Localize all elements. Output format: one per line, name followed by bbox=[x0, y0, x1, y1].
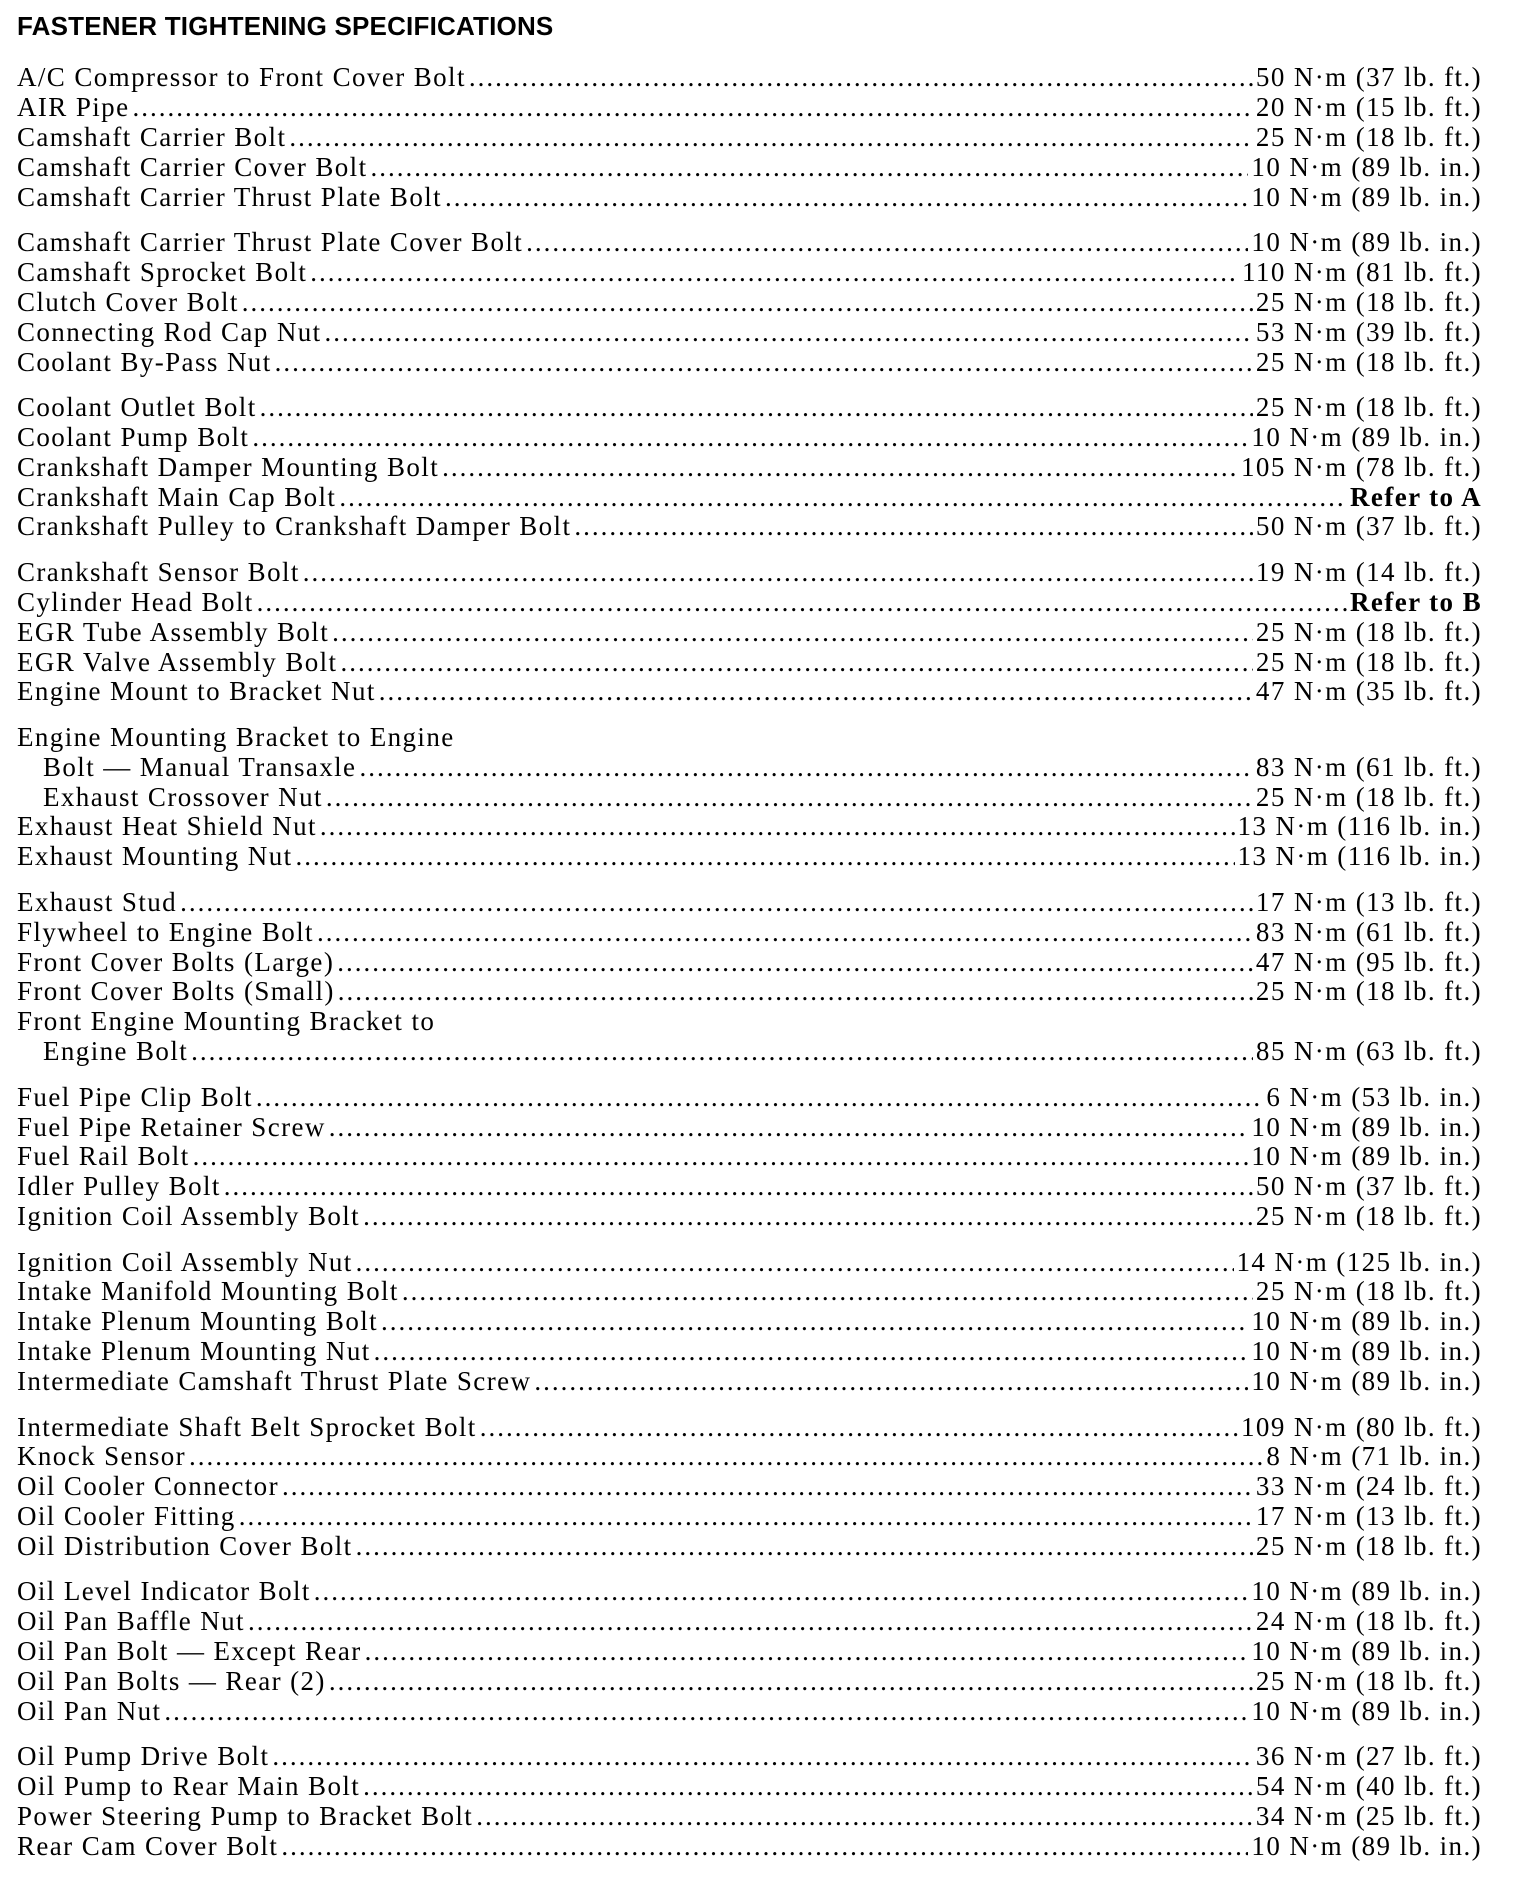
dot-leader bbox=[248, 1607, 1253, 1637]
torque-value: 50 N·m (37 lb. ft.) bbox=[1255, 1171, 1482, 1202]
torque-value: 83 N·m (61 lb. ft.) bbox=[1255, 916, 1482, 947]
torque-value: 10 N·m (89 lb. in.) bbox=[1251, 151, 1482, 182]
spec-row bbox=[17, 842, 1482, 872]
fastener-spec-list bbox=[17, 63, 1482, 1862]
fastener-name: Camshaft Carrier Bolt bbox=[17, 121, 287, 152]
fastener-name: EGR Tube Assembly Bolt bbox=[17, 616, 330, 647]
fastener-name: Exhaust Stud bbox=[17, 886, 178, 917]
dot-leader bbox=[296, 842, 1235, 872]
torque-value: 50 N·m (37 lb. ft.) bbox=[1255, 62, 1482, 92]
fastener-name: Exhaust Heat Shield Nut bbox=[17, 811, 317, 842]
dot-leader bbox=[365, 1637, 1249, 1667]
fastener-name: Intermediate Camshaft Thrust Plate Screw bbox=[17, 1366, 532, 1397]
spec-row bbox=[17, 63, 1482, 93]
spec-row bbox=[17, 618, 1482, 648]
spec-group bbox=[17, 1248, 1482, 1397]
torque-value: 25 N·m (18 lb. ft.) bbox=[1255, 121, 1482, 152]
spec-row bbox=[17, 1802, 1482, 1832]
dot-leader bbox=[379, 677, 1253, 707]
torque-value: 20 N·m (15 lb. ft.) bbox=[1255, 91, 1482, 122]
dot-leader bbox=[370, 153, 1248, 183]
fastener-name: Exhaust Crossover Nut bbox=[43, 781, 323, 812]
spec-row bbox=[17, 1413, 1482, 1443]
torque-value: 25 N·m (18 lb. ft.) bbox=[1255, 616, 1482, 647]
spec-row bbox=[17, 453, 1482, 483]
dot-leader bbox=[359, 753, 1252, 783]
spec-group bbox=[17, 558, 1482, 707]
dot-leader bbox=[326, 783, 1253, 813]
dot-leader bbox=[320, 812, 1235, 842]
spec-row bbox=[17, 1248, 1482, 1278]
spec-row bbox=[17, 1037, 1482, 1067]
torque-value: 17 N·m (13 lb. ft.) bbox=[1255, 1501, 1482, 1532]
fastener-name: Coolant By-Pass Nut bbox=[17, 346, 272, 377]
spec-row bbox=[17, 1142, 1482, 1172]
spec-row bbox=[17, 512, 1482, 542]
fastener-name: Camshaft Sprocket Bolt bbox=[17, 256, 308, 287]
spec-row bbox=[17, 677, 1482, 707]
spec-row bbox=[17, 723, 1482, 753]
spec-row bbox=[17, 1667, 1482, 1697]
torque-value: 10 N·m (89 lb. in.) bbox=[1251, 1366, 1482, 1397]
fastener-name: Clutch Cover Bolt bbox=[17, 286, 239, 317]
torque-value: 85 N·m (63 lb. ft.) bbox=[1255, 1036, 1482, 1067]
dot-leader bbox=[191, 1037, 1253, 1067]
spec-group bbox=[17, 1742, 1482, 1862]
fastener-name: Knock Sensor bbox=[17, 1441, 187, 1472]
dot-leader bbox=[356, 1248, 1234, 1278]
fastener-name: Rear Cam Cover Bolt bbox=[17, 1831, 279, 1862]
torque-value: 25 N·m (18 lb. ft.) bbox=[1255, 1201, 1482, 1232]
fastener-name: Camshaft Carrier Thrust Plate Bolt bbox=[17, 181, 443, 212]
spec-row bbox=[17, 1607, 1482, 1637]
spec-row bbox=[17, 393, 1482, 423]
torque-value: 25 N·m (18 lb. ft.) bbox=[1255, 1276, 1482, 1307]
dot-leader bbox=[340, 648, 1252, 678]
dot-leader bbox=[574, 512, 1253, 542]
dot-leader bbox=[281, 1832, 1248, 1862]
fastener-name: Exhaust Mounting Nut bbox=[17, 841, 293, 872]
dot-leader bbox=[332, 618, 1253, 648]
spec-row bbox=[17, 483, 1482, 513]
torque-value: 25 N·m (18 lb. ft.) bbox=[1255, 976, 1482, 1007]
torque-value: 54 N·m (40 lb. ft.) bbox=[1255, 1771, 1482, 1802]
spec-group bbox=[17, 888, 1482, 1067]
dot-leader bbox=[339, 483, 1347, 513]
spec-group bbox=[17, 1083, 1482, 1232]
spec-row bbox=[17, 753, 1482, 783]
fastener-name: Engine Mount to Bracket Nut bbox=[17, 676, 376, 707]
spec-row bbox=[17, 1742, 1482, 1772]
page-title: FASTENER TIGHTENING SPECIFICATIONS bbox=[17, 11, 554, 41]
dot-leader bbox=[242, 288, 1253, 318]
fastener-name: Oil Level Indicator Bolt bbox=[17, 1576, 311, 1607]
torque-value: 47 N·m (35 lb. ft.) bbox=[1255, 676, 1482, 707]
torque-value: 109 N·m (80 lb. ft.) bbox=[1241, 1411, 1482, 1442]
spec-row bbox=[17, 1577, 1482, 1607]
dot-leader bbox=[239, 1502, 1253, 1532]
dot-leader bbox=[282, 1472, 1253, 1502]
dot-leader bbox=[469, 63, 1253, 93]
torque-value: 19 N·m (14 lb. ft.) bbox=[1255, 556, 1482, 587]
spec-row bbox=[17, 1472, 1482, 1502]
torque-value: 14 N·m (125 lb. in.) bbox=[1236, 1246, 1482, 1277]
spec-group bbox=[17, 393, 1482, 542]
dot-leader bbox=[275, 348, 1253, 378]
torque-value: 53 N·m (39 lb. ft.) bbox=[1255, 316, 1482, 347]
dot-leader bbox=[289, 123, 1253, 153]
spec-row bbox=[17, 153, 1482, 183]
torque-value: 25 N·m (18 lb. ft.) bbox=[1255, 646, 1482, 677]
fastener-name: Front Cover Bolts (Small) bbox=[17, 976, 335, 1007]
dot-leader bbox=[363, 1202, 1253, 1232]
spec-row bbox=[17, 1772, 1482, 1802]
spec-row bbox=[17, 318, 1482, 348]
dot-leader bbox=[132, 93, 1252, 123]
fastener-name: Crankshaft Damper Mounting Bolt bbox=[17, 451, 440, 482]
fastener-name: Power Steering Pump to Bracket Bolt bbox=[17, 1801, 474, 1832]
torque-value: 10 N·m (89 lb. in.) bbox=[1251, 1831, 1482, 1862]
fastener-name: Oil Pan Baffle Nut bbox=[17, 1606, 245, 1637]
dot-leader bbox=[252, 423, 1248, 453]
torque-value: 8 N·m (71 lb. in.) bbox=[1266, 1441, 1482, 1472]
dot-leader bbox=[257, 588, 1347, 618]
torque-value: 17 N·m (13 lb. ft.) bbox=[1255, 886, 1482, 917]
spec-row bbox=[17, 1113, 1482, 1143]
dot-leader bbox=[314, 1577, 1249, 1607]
dot-leader bbox=[402, 1277, 1253, 1307]
dot-leader bbox=[445, 183, 1248, 213]
torque-value: 25 N·m (18 lb. ft.) bbox=[1255, 391, 1482, 422]
spec-row bbox=[17, 812, 1482, 842]
fastener-name: Oil Cooler Fitting bbox=[17, 1501, 236, 1532]
torque-value: 10 N·m (89 lb. in.) bbox=[1251, 421, 1482, 452]
fastener-name: Bolt — Manual Transaxle bbox=[43, 751, 357, 782]
fastener-name: Cylinder Head Bolt bbox=[17, 586, 254, 617]
fastener-name: Fuel Pipe Retainer Screw bbox=[17, 1111, 326, 1142]
dot-leader bbox=[534, 1367, 1248, 1397]
spec-group bbox=[17, 228, 1482, 377]
spec-row bbox=[17, 123, 1482, 153]
spec-row bbox=[17, 1832, 1482, 1862]
fastener-name: Oil Pump to Rear Main Bolt bbox=[17, 1771, 361, 1802]
spec-row bbox=[17, 1367, 1482, 1397]
fastener-name: Connecting Rod Cap Nut bbox=[17, 316, 322, 347]
torque-value: 24 N·m (18 lb. ft.) bbox=[1255, 1606, 1482, 1637]
torque-value: Refer to A bbox=[1350, 481, 1482, 512]
dot-leader bbox=[193, 1142, 1249, 1172]
dot-leader bbox=[310, 258, 1239, 288]
fastener-name: Oil Cooler Connector bbox=[17, 1471, 279, 1502]
fastener-name: Fuel Rail Bolt bbox=[17, 1141, 190, 1172]
dot-leader bbox=[356, 1532, 1253, 1562]
fastener-name: AIR Pipe bbox=[17, 91, 130, 122]
dot-leader bbox=[329, 1667, 1253, 1697]
dot-leader bbox=[338, 977, 1253, 1007]
spec-row bbox=[17, 1532, 1482, 1562]
fastener-name: Fuel Pipe Clip Bolt bbox=[17, 1081, 253, 1112]
torque-value: 10 N·m (89 lb. in.) bbox=[1251, 1576, 1482, 1607]
fastener-name: Front Engine Mounting Bracket to bbox=[17, 1006, 436, 1037]
torque-value: 25 N·m (18 lb. ft.) bbox=[1255, 286, 1482, 317]
fastener-name: Oil Pan Bolt — Except Rear bbox=[17, 1636, 362, 1667]
fastener-name: Crankshaft Pulley to Crankshaft Damper Bolt bbox=[17, 511, 572, 542]
spec-row bbox=[17, 423, 1482, 453]
spec-row bbox=[17, 1637, 1482, 1667]
dot-leader bbox=[256, 1083, 1263, 1113]
dot-leader bbox=[442, 453, 1238, 483]
spec-row bbox=[17, 228, 1482, 258]
dot-leader bbox=[224, 1172, 1253, 1202]
fastener-name: Flywheel to Engine Bolt bbox=[17, 916, 314, 947]
torque-value: 34 N·m (25 lb. ft.) bbox=[1255, 1801, 1482, 1832]
torque-value: 47 N·m (95 lb. ft.) bbox=[1255, 946, 1482, 977]
dot-leader bbox=[317, 918, 1253, 948]
torque-value: 10 N·m (89 lb. in.) bbox=[1251, 1141, 1482, 1172]
dot-leader bbox=[363, 1772, 1253, 1802]
dot-leader bbox=[325, 318, 1253, 348]
fastener-name: Crankshaft Main Cap Bolt bbox=[17, 481, 337, 512]
dot-leader bbox=[374, 1337, 1249, 1367]
fastener-name: Crankshaft Sensor Bolt bbox=[17, 556, 300, 587]
torque-value: 33 N·m (24 lb. ft.) bbox=[1255, 1471, 1482, 1502]
torque-value: 50 N·m (37 lb. ft.) bbox=[1255, 511, 1482, 542]
spec-row bbox=[17, 1697, 1482, 1727]
torque-value: 25 N·m (18 lb. ft.) bbox=[1255, 1666, 1482, 1697]
dot-leader bbox=[272, 1742, 1253, 1772]
dot-leader bbox=[480, 1413, 1238, 1443]
torque-value: 110 N·m (81 lb. ft.) bbox=[1242, 256, 1482, 287]
spec-row bbox=[17, 977, 1482, 1007]
torque-value: 10 N·m (89 lb. in.) bbox=[1251, 1306, 1482, 1337]
fastener-name: Intake Manifold Mounting Bolt bbox=[17, 1276, 399, 1307]
fastener-name: Intake Plenum Mounting Nut bbox=[17, 1336, 371, 1367]
spec-row bbox=[17, 783, 1482, 813]
spec-row bbox=[17, 258, 1482, 288]
fastener-name: Coolant Outlet Bolt bbox=[17, 391, 257, 422]
spec-group bbox=[17, 63, 1482, 212]
spec-row bbox=[17, 1202, 1482, 1232]
torque-value: 10 N·m (89 lb. in.) bbox=[1251, 226, 1482, 257]
fastener-name: Engine Mounting Bracket to Engine bbox=[17, 721, 455, 752]
spec-row bbox=[17, 948, 1482, 978]
fastener-name: EGR Valve Assembly Bolt bbox=[17, 646, 338, 677]
spec-row bbox=[17, 1307, 1482, 1337]
spec-row bbox=[17, 1277, 1482, 1307]
torque-value: 10 N·m (89 lb. in.) bbox=[1251, 1111, 1482, 1142]
dot-leader bbox=[180, 888, 1253, 918]
spec-row bbox=[17, 558, 1482, 588]
torque-value: 10 N·m (89 lb. in.) bbox=[1251, 181, 1482, 212]
spec-row bbox=[17, 648, 1482, 678]
torque-value: 10 N·m (89 lb. in.) bbox=[1251, 1336, 1482, 1367]
fastener-name: Ignition Coil Assembly Nut bbox=[17, 1246, 353, 1277]
torque-value: 13 N·m (116 lb. in.) bbox=[1237, 811, 1482, 842]
spec-row bbox=[17, 183, 1482, 213]
spec-group bbox=[17, 1413, 1482, 1562]
torque-value: 105 N·m (78 lb. ft.) bbox=[1241, 451, 1482, 482]
fastener-name: A/C Compressor to Front Cover Bolt bbox=[17, 62, 466, 92]
dot-leader bbox=[526, 228, 1248, 258]
dot-leader bbox=[381, 1307, 1248, 1337]
torque-value: 10 N·m (89 lb. in.) bbox=[1251, 1696, 1482, 1727]
spec-row bbox=[17, 918, 1482, 948]
fastener-name: Intake Plenum Mounting Bolt bbox=[17, 1306, 379, 1337]
spec-row bbox=[17, 1502, 1482, 1532]
fastener-name: Oil Pan Bolts — Rear (2) bbox=[17, 1666, 326, 1697]
spec-group bbox=[17, 723, 1482, 872]
torque-value: 83 N·m (61 lb. ft.) bbox=[1255, 751, 1482, 782]
dot-leader bbox=[260, 393, 1253, 423]
fastener-name: Ignition Coil Assembly Bolt bbox=[17, 1201, 361, 1232]
dot-leader bbox=[189, 1442, 1263, 1472]
spec-row bbox=[17, 1442, 1482, 1472]
spec-row bbox=[17, 1172, 1482, 1202]
spec-row bbox=[17, 588, 1482, 618]
spec-row bbox=[17, 348, 1482, 378]
spec-group bbox=[17, 1577, 1482, 1726]
dot-leader bbox=[476, 1802, 1253, 1832]
fastener-name: Oil Pump Drive Bolt bbox=[17, 1741, 270, 1772]
spec-row bbox=[17, 288, 1482, 318]
spec-row bbox=[17, 1083, 1482, 1113]
spec-row bbox=[17, 93, 1482, 123]
torque-value: 25 N·m (18 lb. ft.) bbox=[1255, 346, 1482, 377]
fastener-name: Intermediate Shaft Belt Sprocket Bolt bbox=[17, 1411, 477, 1442]
dot-leader bbox=[303, 558, 1253, 588]
torque-value: 6 N·m (53 lb. in.) bbox=[1266, 1081, 1482, 1112]
fastener-name: Idler Pulley Bolt bbox=[17, 1171, 221, 1202]
fastener-name: Front Cover Bolts (Large) bbox=[17, 946, 335, 977]
torque-value: Refer to B bbox=[1350, 586, 1482, 617]
spec-row bbox=[17, 888, 1482, 918]
torque-value: 25 N·m (18 lb. ft.) bbox=[1255, 1531, 1482, 1562]
fastener-name: Camshaft Carrier Thrust Plate Cover Bolt bbox=[17, 226, 524, 257]
spec-row bbox=[17, 1007, 1482, 1037]
fastener-name: Oil Distribution Cover Bolt bbox=[17, 1531, 353, 1562]
spec-row bbox=[17, 1337, 1482, 1367]
torque-value: 36 N·m (27 lb. ft.) bbox=[1255, 1741, 1482, 1772]
fastener-name: Coolant Pump Bolt bbox=[17, 421, 250, 452]
torque-value: 10 N·m (89 lb. in.) bbox=[1251, 1636, 1482, 1667]
torque-value: 25 N·m (18 lb. ft.) bbox=[1255, 781, 1482, 812]
dot-leader bbox=[164, 1697, 1248, 1727]
fastener-name: Engine Bolt bbox=[43, 1036, 189, 1067]
dot-leader bbox=[337, 948, 1253, 978]
dot-leader bbox=[329, 1113, 1249, 1143]
torque-value: 13 N·m (116 lb. in.) bbox=[1237, 841, 1482, 872]
fastener-name: Camshaft Carrier Cover Bolt bbox=[17, 151, 368, 182]
fastener-name: Oil Pan Nut bbox=[17, 1696, 162, 1727]
